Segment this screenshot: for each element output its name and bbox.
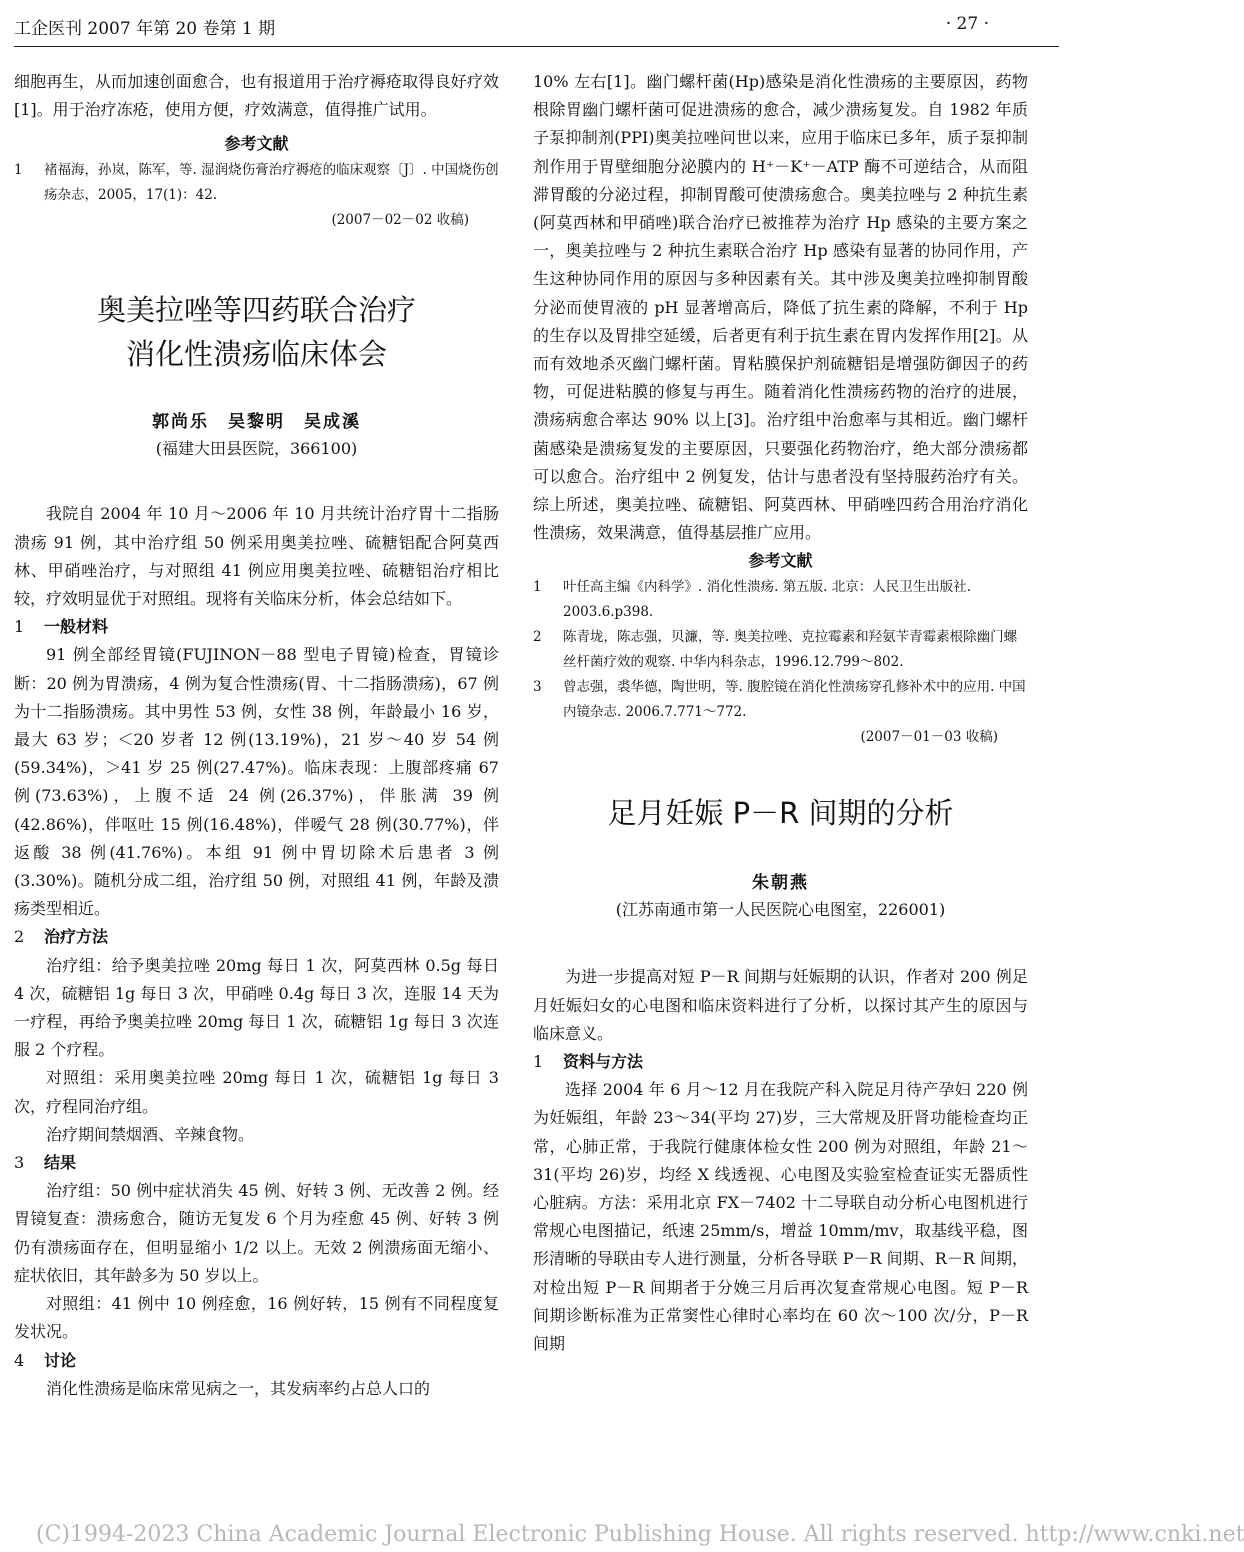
article-title-line-2: 消化性溃疡临床体会 [125, 337, 387, 372]
prev-article-tail: 细胞再生，从而加速创面愈合，也有报道用于治疗褥疮取得良好疗效[1]。用于治疗冻疮，使用方便，疗效满意，值得推广试用。 [14, 72, 499, 120]
article-authors: 郭尚乐 吴黎明 吴成溪 [152, 412, 361, 433]
reference-item [533, 625, 1028, 675]
section-title: 结果 [44, 1153, 77, 1173]
reference-text: 曾志强，裘华德，陶世明，等. 腹腔镜在消化性溃疡穿孔修补术中的应用. 中国内镜杂志. 2006.7.771～772. [563, 679, 1026, 721]
reference-text: 陈青垅，陈志强，贝濂，等. 奥美拉唑、克拉霉素和羟氨苄青霉素根除幽门螺丝杆菌疗效的观察. 中华内科杂志，1996.12.799～802. [563, 629, 1018, 671]
section-body: 对照组：采用奥美拉唑 20mg 每日 1 次，硫糖铝 1g 每日 3 次，疗程同治疗组。 [14, 1068, 499, 1116]
reference-item [533, 675, 1028, 725]
section-body: 治疗组：给予奥美拉唑 20mg 每日 1 次，阿莫西林 0.5g 每日 4 次，硫糖铝 1g 每日 3 次，甲硝唑 0.4g 每日 3 次，连服 14 天为一疗程，再给予奥美拉唑 20mg 每日 1 次，硫糖铝 1g 每日 3 次连服 2 个疗程。 [14, 955, 499, 1060]
section-heading [14, 1347, 499, 1375]
prev-reference-item [14, 158, 499, 208]
section-title: 一般材料 [44, 617, 109, 637]
reference-text: 叶任高主编《内科学》. 消化性溃疡. 第五版. 北京：人民卫生出版社. 2003.6.p398. [563, 579, 972, 621]
section-number: 1 [533, 1052, 544, 1072]
section-title: 资料与方法 [563, 1052, 644, 1072]
discussion-continued: 10% 左右[1]。幽门螺杆菌(Hp)感染是消化性溃疡的主要原因，药物根除胃幽门螺杆菌可促进溃疡的愈合，减少溃疡复发。自 1982 年质子泵抑制剂(PPI)奥美拉唑问世以来，应用于临床已多年，质子泵抑制剂作用于胃壁细胞分泌膜内的 H⁺－K⁺－ATP 酶不可逆结合，从而阻滞胃酸的分泌过程，抑制胃酸可使溃疡愈合。奥美拉唑与 2 种抗生素(阿莫西林和甲硝唑)联合治疗已被推荐为治疗 Hp 感染的主要方案之一，奥美拉唑与 2 种抗生素联合治疗 Hp 感染有显著的协同作用，产生这种协同作用的原因与多种因素有关。其中涉及奥美拉唑抑制胃酸分泌而使胃液的 pH 显著增高后，降低了抗生素的降解，不利于 Hp 的生存以及胃排空延缓，后者更有利于抗生素在胃内发挥作用[2]。从而有效地杀灭幽门螺杆菌。胃粘膜保护剂硫糖铝是增强防御因子的药物，可促进粘膜的修复与再生。随着消化性溃疡药物的治疗的进展，溃疡病愈合率达 90% 以上[3]。治疗组中治愈率与其相近。幽门螺杆菌感染是溃疡复发的主要原因，只要强化药物治疗，绝大部分溃疡都可以愈合。治疗组中 2 例复发，估计与患者没有坚持服药治疗有关。综上所述，奥美拉唑、硫糖铝、阿莫西林、甲硝唑四药合用治疗消化性溃疡，效果满意，值得基层推广应用。 [533, 72, 1028, 543]
section-body: 对照组：41 例中 10 例痊愈，16 例好转，15 例有不同程度复发状况。 [14, 1294, 499, 1342]
section-heading [14, 613, 499, 641]
article2-title: 足月妊娠 P－R 间期的分析 [607, 796, 954, 831]
section-heading [533, 1048, 1028, 1076]
journal-header: 工企医刊 2007 年第 20 卷第 1 期 [14, 19, 276, 39]
reference-text: 褚福海，孙岚，陈军，等. 湿润烧伤膏治疗褥疮的临床观察〔J〕. 中国烧伤创疡杂志，2005，17(1)：42. [44, 162, 499, 204]
section-body: 治疗组：50 例中症状消失 45 例、好转 3 例、无改善 2 例。经胃镜复查：溃疡愈合，随访无复发 6 个月为痊愈 45 例、好转 3 例仍有溃疡面存在，但明显缩小 1/2 以上。无效 2 例溃疡面无缩小、症状依旧，其年龄多为 50 岁以上。 [14, 1181, 499, 1285]
left-column [14, 68, 499, 1403]
prev-received-date: (2007－02－02 收稿) [331, 212, 469, 229]
article2-intro: 为进一步提高对短 P－R 间期与妊娠期的认识，作者对 200 例足月妊娠妇女的心电图和临床资料进行了分析，以探讨其产生的原因与临床意义。 [533, 967, 1028, 1043]
right-column [533, 68, 1028, 1358]
section-number: 2 [14, 927, 25, 947]
article-intro: 我院自 2004 年 10 月～2006 年 10 月共统计治疗胃十二指肠溃疡 91 例，其中治疗组 50 例采用奥美拉唑、硫糖铝配合阿莫西林、甲硝唑治疗，与对照组 41 例应用奥美拉唑、硫糖铝治疗相比较，疗效明显优于对照组。现将有关临床分析，体会总结如下。 [14, 504, 499, 609]
received-date: (2007－01－03 收稿) [860, 729, 998, 746]
section-number: 3 [14, 1153, 25, 1173]
prev-references-heading: 参考文献 [224, 134, 289, 154]
article2-affiliation: (江苏南通市第一人民医院心电图室，226001) [615, 900, 946, 920]
section-heading [14, 923, 499, 951]
section-number: 1 [14, 617, 25, 637]
reference-number: 2 [533, 629, 542, 646]
section-body: 91 例全部经胃镜(FUJINON－88 型电子胃镜)检查，胃镜诊断：20 例为胃溃疡，4 例为复合性溃疡(胃、十二指肠溃疡)，67 例为十二指肠溃疡。其中男性 53 例，女性 38 例，年龄最小 16 岁，最大 63 岁；＜20 岁者 12 例(13.19%)，21 岁～40 岁 54 例(59.34%)，＞41 岁 25 例(27.47%)。临床表现：上腹部疼痛 67 例(73.63%)，上腹不适 24 例(26.37%)，伴胀满 39 例(42.86%)，伴呕吐 15 例(16.48%)，伴嗳气 28 例(30.77%)，伴返酸 38 例(41.76%)。本组 91 例中胃切除术后患者 3 例(3.30%)。随机分成二组，治疗组 50 例，对照组 41 例，年龄及溃疡类型相近。 [14, 645, 499, 919]
header-rule [14, 46, 1059, 47]
article-affiliation: (福建大田县医院，366100) [155, 439, 358, 459]
reference-item [533, 575, 1028, 625]
reference-number: 1 [533, 579, 542, 596]
section-number: 4 [14, 1350, 25, 1370]
section-title: 讨论 [44, 1350, 77, 1370]
section-title: 治疗方法 [44, 927, 109, 947]
copyright-watermark: (C)1994-2023 China Academic Journal Electronic Publishing House. All rights reserved. http://www.cnki.net [36, 1522, 1244, 1547]
page-number: · 27 · [945, 14, 989, 34]
article-title-line-1: 奥美拉唑等四药联合治疗 [96, 293, 416, 328]
section-body: 选择 2004 年 6 月～12 月在我院产科入院足月待产孕妇 220 例为妊娠组，年龄 23～34(平均 27)岁，三大常规及肝肾功能检查均正常，心肺正常，于我院行健康体检女性 200 例为对照组，年龄 21～31(平均 26)岁，均经 X 线透视、心电图及实验室检查证实无器质性心脏病。方法：采用北京 FX－7402 十二导联自动分析心电图机进行常规心电图描记，纸速 25mm/s，增益 10mm/mv，取基线平稳，图形清晰的导联由专人进行测量，分析各导联 P－R 间期、R－R 间期，对检出短 P－R 间期者于分娩三月后再次复查常规心电图。短 P－R 间期诊断标准为正常窦性心律时心率均在 60 次～100 次/分，P－R 间期 [533, 1080, 1028, 1354]
section-body: 治疗期间禁烟酒、辛辣食物。 [46, 1124, 255, 1144]
reference-number: 3 [533, 679, 542, 696]
references-heading: 参考文献 [748, 551, 813, 571]
section-heading [14, 1149, 499, 1177]
article2-authors: 朱朝燕 [752, 873, 809, 894]
reference-number: 1 [14, 162, 23, 179]
section-body: 消化性溃疡是临床常见病之一，其发病率约占总人口的 [46, 1378, 431, 1398]
